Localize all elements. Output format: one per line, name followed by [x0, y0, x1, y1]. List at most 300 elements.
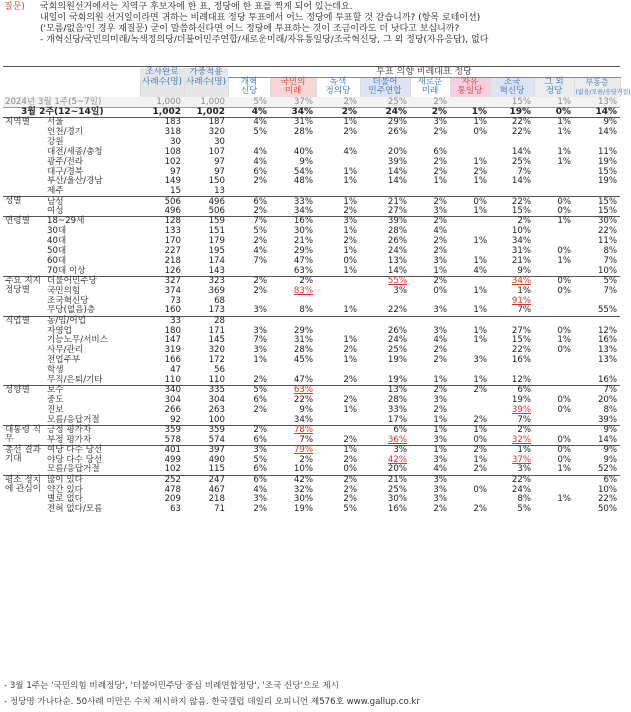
- cell-value: 30: [214, 136, 225, 147]
- cell-value: 359: [184, 425, 228, 435]
- cell-value: 34%: [293, 414, 313, 425]
- cell-value: 47: [170, 365, 181, 376]
- row-label: 3월 2주(12~14일): [3, 107, 140, 117]
- cell-value: 4%: [473, 265, 487, 276]
- row-label: 보수: [45, 386, 140, 396]
- cell-value: 2%: [253, 504, 267, 515]
- cell-value: 2%: [450, 445, 490, 455]
- cell-value: 0%: [343, 464, 357, 475]
- cell-value: 1%: [534, 97, 574, 107]
- cell-value: 14%: [511, 176, 531, 187]
- cell-value: 3%: [433, 117, 447, 128]
- cell-value: [410, 137, 450, 147]
- cell-value: [450, 406, 490, 416]
- row-label: 자영업: [47, 325, 72, 336]
- cell-value: 19%: [387, 355, 407, 366]
- cell-value: 30%: [293, 494, 313, 505]
- cell-value: 0%: [557, 206, 571, 217]
- cell-value: 12%: [511, 374, 531, 385]
- cell-value: 0%: [557, 395, 571, 406]
- cell-value: 170: [164, 236, 181, 247]
- cell-value: [270, 316, 316, 326]
- cell-value: 1%: [343, 305, 357, 316]
- cell-value: 15%: [511, 335, 531, 346]
- cell-value: 5%: [228, 386, 270, 396]
- cell-value: 1%: [517, 285, 531, 296]
- cell-value: 8%: [299, 305, 313, 316]
- cell-value: [228, 316, 270, 326]
- cell-value: 1%: [557, 117, 571, 128]
- row-label: 서울: [47, 117, 64, 128]
- cell-value: 2%: [228, 276, 270, 286]
- header-row-top: [3, 68, 620, 78]
- cell-value: 14%: [511, 146, 531, 157]
- cell-value: 1%: [473, 325, 487, 336]
- cell-value: 263: [208, 405, 225, 416]
- cell-value: [534, 187, 574, 197]
- cell-value: [574, 187, 620, 197]
- cell-value: [534, 356, 574, 366]
- cell-value: 37%: [511, 454, 531, 465]
- row-label: 대전/세종/충청: [47, 146, 103, 157]
- table-row: [3, 266, 620, 276]
- cell-value: 2%: [316, 475, 360, 485]
- cell-value: [410, 316, 450, 326]
- cell-value: 13%: [360, 386, 410, 396]
- row-label: 여성: [47, 206, 64, 217]
- cell-value: [574, 137, 620, 147]
- cell-value: 110: [208, 374, 225, 385]
- cell-value: 2%: [410, 197, 450, 207]
- cell-value: 1%: [557, 146, 571, 157]
- table-row: [3, 376, 620, 386]
- cell-value: 2%: [410, 276, 450, 286]
- cell-value: 102: [164, 464, 181, 475]
- cell-value: [534, 366, 574, 376]
- cell-value: 5%: [228, 97, 270, 107]
- cell-value: 2%: [410, 107, 450, 117]
- table-row: [3, 306, 620, 316]
- header-party-1: 국민의 미래: [270, 78, 316, 98]
- cell-value: 24%: [360, 107, 410, 117]
- cell-value: 6%: [490, 386, 534, 396]
- cell-value: 2%: [490, 217, 534, 227]
- group-label: 총선 결과 기대: [3, 445, 45, 475]
- cell-value: 150: [208, 176, 225, 187]
- table-row: [3, 137, 620, 147]
- cell-value: 318: [164, 126, 181, 137]
- row-label: 국민의힘: [47, 285, 81, 296]
- cell-value: 31%: [293, 335, 313, 346]
- group-label: 대통령 직무: [3, 425, 45, 445]
- cell-value: 496: [184, 197, 228, 207]
- row-label: 부산/울산/경남: [47, 176, 103, 187]
- cell-value: 39%: [597, 414, 618, 425]
- cell-value: 6%: [253, 434, 267, 445]
- cell-value: 0%: [473, 126, 487, 137]
- cell-value: [228, 266, 270, 276]
- cell-value: 97: [214, 166, 225, 177]
- cell-value: 490: [208, 454, 225, 465]
- cell-value: 14%: [597, 126, 618, 137]
- header-weighted-samples: 사례수(명): [184, 78, 228, 98]
- cell-value: [534, 425, 574, 435]
- cell-value: 1%: [410, 445, 450, 455]
- cell-value: 209: [164, 494, 181, 505]
- cell-value: 1%: [343, 166, 357, 177]
- cell-value: 3%: [410, 475, 450, 485]
- group-label: 직업별: [3, 316, 45, 386]
- question-line: 국회의원선거에서는 지역구 후보자에 한 표, 정당에 한 표를 찍게 되어 있는데요.: [40, 2, 353, 12]
- cell-value: 21%: [360, 197, 410, 207]
- cell-value: 8%: [517, 494, 531, 505]
- cell-value: 0%: [473, 484, 487, 495]
- cell-value: 32%: [293, 484, 313, 495]
- cell-value: 45%: [293, 355, 313, 366]
- cell-value: 34%: [270, 107, 316, 117]
- cell-value: 2%: [433, 156, 447, 167]
- row-label: 30대: [47, 226, 67, 237]
- group-label: 평소 정치에 관심이: [3, 475, 45, 515]
- cell-value: 1%: [316, 445, 360, 455]
- cell-value: 14%: [387, 265, 407, 276]
- cell-value: 126: [164, 265, 181, 276]
- cell-value: [534, 475, 574, 485]
- cell-value: 1%: [557, 494, 571, 505]
- row-label: 18~29세: [45, 217, 140, 227]
- cell-value: 7%: [517, 414, 531, 425]
- prev-period-row: [3, 97, 620, 107]
- header-party-0: 개혁 신당: [228, 78, 270, 98]
- cell-value: 30: [170, 136, 181, 147]
- cell-value: 3%: [253, 325, 267, 336]
- cell-value: 1%: [557, 464, 571, 475]
- cell-value: 0%: [557, 285, 571, 296]
- cell-value: [410, 187, 450, 197]
- cell-value: 0%: [450, 197, 490, 207]
- cell-value: 28%: [387, 395, 407, 406]
- cell-value: 3%: [473, 355, 487, 366]
- cell-value: 2%: [433, 355, 447, 366]
- cell-value: 102: [164, 156, 181, 167]
- cell-value: [534, 137, 574, 147]
- cell-value: 2%: [253, 405, 267, 416]
- group-label: 주요 지지 정당별: [3, 276, 45, 316]
- cell-value: 6%: [574, 475, 620, 485]
- cell-value: 2%: [343, 395, 357, 406]
- cell-value: 115: [208, 464, 225, 475]
- cell-value: [228, 187, 270, 197]
- row-label: 전업주부: [47, 355, 81, 366]
- cell-value: 97: [170, 166, 181, 177]
- cell-value: 7%: [253, 335, 267, 346]
- table-row: [3, 257, 620, 267]
- cell-value: 1%: [473, 305, 487, 316]
- footer-notes: [4, 678, 420, 710]
- cell-value: 13%: [597, 345, 618, 356]
- header-samples: 사례수(명): [140, 78, 184, 98]
- table-row: [3, 157, 620, 167]
- cell-value: 2%: [410, 97, 450, 107]
- cell-value: 159: [184, 217, 228, 227]
- table-row: [3, 316, 620, 326]
- cell-value: 13%: [574, 97, 620, 107]
- cell-value: 7%: [517, 305, 531, 316]
- cell-value: 33: [140, 316, 184, 326]
- cell-value: 578: [164, 434, 181, 445]
- row-label: 강원: [47, 136, 64, 147]
- cell-value: [534, 177, 574, 187]
- cell-value: 22%: [597, 494, 618, 505]
- cell-value: 17%: [387, 414, 407, 425]
- cell-value: 22%: [511, 117, 531, 128]
- header-party-3: 더불어 민주연합: [360, 78, 410, 98]
- cell-value: 3%: [360, 445, 410, 455]
- cell-value: 42%: [387, 454, 407, 465]
- cell-value: 319: [164, 345, 181, 356]
- row-label: 모름/응답거절: [47, 414, 100, 425]
- cell-value: 4%: [433, 464, 447, 475]
- cell-value: 3%: [433, 494, 447, 505]
- cell-value: 12%: [597, 325, 618, 336]
- cell-value: 2%: [253, 176, 267, 187]
- cell-value: 171: [208, 325, 225, 336]
- row-label: 많이 있다: [45, 475, 140, 485]
- cell-value: 2%: [490, 425, 534, 435]
- table-row: [3, 286, 620, 296]
- cell-value: [450, 97, 490, 107]
- row-label: 광주/전라: [47, 156, 84, 167]
- row-label: 긍정 평가자: [45, 425, 140, 435]
- header-base-done: 조사완료: [140, 68, 184, 78]
- cell-value: 5%: [517, 504, 531, 515]
- cell-value: 52%: [597, 464, 618, 475]
- cell-value: 20%: [387, 146, 407, 157]
- cell-value: 180: [164, 325, 181, 336]
- cell-value: 2%: [253, 206, 267, 217]
- table-row: [3, 276, 620, 286]
- cell-value: 506: [208, 206, 225, 217]
- cell-value: 36%: [387, 434, 407, 445]
- row-label: 기능노무/서비스: [47, 335, 109, 346]
- cell-value: 7%: [603, 285, 618, 296]
- cell-value: 56: [214, 365, 225, 376]
- cell-value: 79%: [270, 445, 316, 455]
- cell-value: 1%: [410, 425, 450, 435]
- cell-value: 327: [140, 276, 184, 286]
- cell-value: 2%: [433, 246, 447, 257]
- cell-value: 40%: [293, 146, 313, 157]
- cell-value: 2%: [253, 374, 267, 385]
- cell-value: [316, 137, 360, 147]
- cell-value: 25%: [360, 97, 410, 107]
- cell-value: 22%: [387, 305, 407, 316]
- cell-value: 172: [208, 355, 225, 366]
- cell-value: 8%: [603, 405, 618, 416]
- table-row: [3, 117, 620, 127]
- cell-value: 2%: [343, 345, 357, 356]
- cell-value: 29%: [293, 246, 313, 257]
- cell-value: 48%: [293, 176, 313, 187]
- cell-value: 166: [164, 355, 181, 366]
- cell-value: 108: [164, 146, 181, 157]
- cell-value: 14%: [387, 166, 407, 177]
- cell-value: 340: [140, 386, 184, 396]
- header-row-columns: [3, 78, 620, 98]
- cell-value: 4%: [228, 107, 270, 117]
- cell-value: 0%: [534, 107, 574, 117]
- row-label: 약간 있다: [47, 484, 83, 495]
- row-label: 인천/경기: [47, 126, 84, 137]
- cell-value: 2%: [473, 504, 487, 515]
- cell-value: 5%: [574, 276, 620, 286]
- cell-value: 2%: [433, 236, 447, 247]
- cell-value: 496: [164, 206, 181, 217]
- cell-value: 499: [164, 454, 181, 465]
- cell-value: 143: [208, 265, 225, 276]
- row-label: 2024년 3월 1주(5~7일): [3, 97, 140, 107]
- cell-value: [316, 425, 360, 435]
- row-label: 학생: [47, 365, 64, 376]
- cell-value: 7%: [574, 386, 620, 396]
- cell-value: 187: [208, 117, 225, 128]
- row-label: 모름/응답거절: [47, 464, 100, 475]
- cell-value: 2%: [343, 206, 357, 217]
- cell-value: 1%: [473, 156, 487, 167]
- cell-value: 147: [164, 335, 181, 346]
- cell-value: 3%: [433, 305, 447, 316]
- cell-value: 19%: [293, 504, 313, 515]
- question-line: 내일이 국회의원 선거일이라면 귀하는 비례대표 정당 투표에서 어느 정당에 투표할 것 같습니까? (항목 로테이션): [40, 13, 481, 23]
- cell-value: 3%: [517, 464, 531, 475]
- cell-value: 128: [140, 217, 184, 227]
- cell-value: 92: [170, 414, 181, 425]
- cell-value: 9%: [517, 265, 531, 276]
- cell-value: 374: [164, 285, 181, 296]
- cell-value: 1,002: [184, 107, 228, 117]
- cell-value: 3%: [433, 484, 447, 495]
- cell-value: 100: [208, 414, 225, 425]
- row-label: 대구/경북: [47, 166, 84, 177]
- row-label: 무당(없음)층: [47, 305, 96, 316]
- cell-value: 10%: [597, 265, 618, 276]
- cell-value: 28%: [293, 345, 313, 356]
- cell-value: 304: [164, 395, 181, 406]
- cell-value: 19%: [597, 156, 618, 167]
- cell-value: 32%: [511, 434, 531, 445]
- cell-value: 1%: [433, 374, 447, 385]
- cell-value: 0%: [534, 197, 574, 207]
- cell-value: 133: [164, 226, 181, 237]
- cell-value: 3%: [433, 454, 447, 465]
- cell-value: 2%: [343, 236, 357, 247]
- cell-value: [534, 167, 574, 177]
- table-row: [3, 416, 620, 426]
- cell-value: 16%: [597, 335, 618, 346]
- cell-value: [450, 137, 490, 147]
- cell-value: 151: [208, 226, 225, 237]
- cell-value: 2%: [343, 494, 357, 505]
- cell-value: 14%: [387, 176, 407, 187]
- cell-value: 467: [208, 484, 225, 495]
- table-row: [3, 465, 620, 475]
- cell-value: 3%: [393, 285, 407, 296]
- cell-value: 6%: [253, 395, 267, 406]
- cell-value: [450, 475, 490, 485]
- cell-value: 1%: [253, 355, 267, 366]
- cell-value: 2%: [433, 345, 447, 356]
- cell-value: 55%: [360, 276, 410, 286]
- row-label: 사무/관리: [47, 345, 84, 356]
- cell-value: [360, 316, 410, 326]
- cell-value: 10%: [293, 464, 313, 475]
- cell-value: [316, 276, 360, 286]
- cell-value: 1%: [557, 255, 571, 266]
- header-base-weighted: 가중적용: [184, 68, 228, 78]
- group-label: 연령별: [3, 217, 45, 277]
- cell-value: 33%: [270, 197, 316, 207]
- cell-value: 21%: [360, 475, 410, 485]
- cell-value: [228, 137, 270, 147]
- table-row: [3, 475, 620, 485]
- cell-value: [534, 227, 574, 237]
- cell-value: 174: [208, 255, 225, 266]
- cell-value: 2%: [228, 425, 270, 435]
- cell-value: 1,000: [140, 97, 184, 107]
- cell-value: 71: [214, 504, 225, 515]
- cell-value: 6%: [228, 475, 270, 485]
- cell-value: 24%: [387, 335, 407, 346]
- cell-value: 27%: [511, 325, 531, 336]
- cell-value: [534, 416, 574, 426]
- cell-value: 1%: [534, 217, 574, 227]
- cell-value: 252: [140, 475, 184, 485]
- cell-value: 13: [214, 186, 225, 197]
- cell-value: [360, 137, 410, 147]
- question-label: 질문): [4, 2, 25, 12]
- cell-value: 1%: [473, 374, 487, 385]
- cell-value: 266: [164, 405, 181, 416]
- cell-value: 506: [140, 197, 184, 207]
- cell-value: 1%: [473, 255, 487, 266]
- cell-value: 397: [184, 445, 228, 455]
- header-party-8: 부동층 (없음/모름/응답거절): [575, 78, 631, 97]
- cell-value: 2%: [433, 504, 447, 515]
- cell-value: 5%: [343, 504, 357, 515]
- cell-value: 1%: [473, 454, 487, 465]
- cell-value: 4%: [253, 156, 267, 167]
- cell-value: 19%: [511, 395, 531, 406]
- cell-value: 83%: [293, 285, 313, 296]
- cell-value: 574: [208, 434, 225, 445]
- cell-value: 14%: [597, 434, 618, 445]
- cell-value: 28: [184, 316, 228, 326]
- question-line: - 개혁신당/국민의미래/녹색정의당/더불어민주연합/새로운미래/자유통일당/조국혁신당, 그 외 정당(자유응답), 없다: [40, 35, 489, 45]
- cell-value: 9%: [299, 405, 313, 416]
- survey-table: [3, 67, 631, 515]
- cell-value: 9%: [299, 156, 313, 167]
- cell-value: 15%: [490, 97, 534, 107]
- cell-value: 1%: [473, 206, 487, 217]
- cell-value: 5%: [253, 226, 267, 237]
- cell-value: 2%: [343, 484, 357, 495]
- cell-value: 3%: [253, 305, 267, 316]
- cell-value: [534, 376, 574, 386]
- row-label: 제주: [47, 186, 64, 197]
- cell-value: 34%: [490, 276, 534, 286]
- cell-value: 5%: [253, 126, 267, 137]
- cell-value: 47%: [293, 255, 313, 266]
